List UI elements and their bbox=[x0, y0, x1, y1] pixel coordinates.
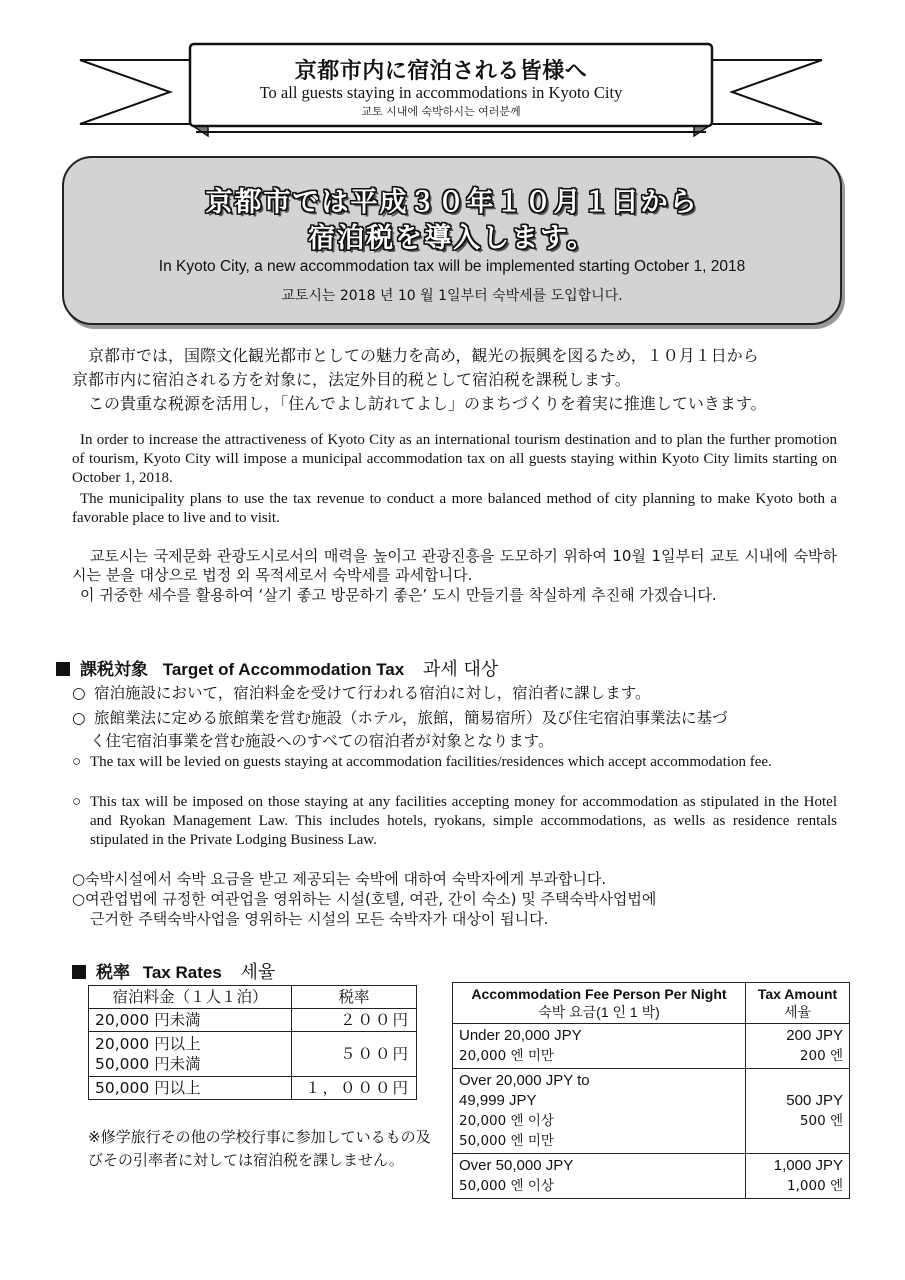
circle-bullet-icon: ○ bbox=[72, 870, 86, 888]
banner-title-en: To all guests staying in accommodations in Kyoto City bbox=[259, 83, 623, 102]
jp-col-tax-header: 税率 bbox=[292, 986, 417, 1009]
square-bullet-icon bbox=[56, 662, 70, 676]
intro-ko-paragraph1: 교토시는 국제문화 관광도시로서의 매력을 높이고 관광진흥을 도모하기 위하여 10월 1일부터 교토 시내에 숙박하시는 분을 대상으로 법정 외 목적세로서 숙박세를 과세합니다. bbox=[72, 547, 837, 584]
announcement-ko: 교토시는 2018 년 10 월 1일부터 숙박세를 도입합니다. bbox=[281, 288, 623, 304]
table-row: Under 20,000 JPY 20,000 엔 미만 200 JPY 200 엔 bbox=[453, 1024, 850, 1069]
circle-bullet-icon: ○ bbox=[72, 794, 82, 810]
banner-title-jp: 京都市内に宿泊される皆様へ bbox=[294, 59, 588, 84]
target-bullet-en-1: ○ The tax will be levied on guests staying at accommodation facilities/residences which accept accommodation fee. bbox=[72, 754, 772, 770]
target-heading-en: Target of Accommodation Tax bbox=[162, 660, 405, 679]
target-bullet-en-2: ○ This tax will be imposed on those staying at any facilities accepting money for accommodation as stipulated in the Hotel and Ryokan Management Law. This includes hotels, ryokans, simple accommodations, as wells as residence rentals stipulated in the Private Lodging Business Law. bbox=[72, 794, 837, 848]
announcement-box bbox=[62, 156, 842, 325]
rates-heading-en: Tax Rates bbox=[142, 963, 222, 982]
table-row: Over 50,000 JPY 50,000 엔 이상 1,000 JPY 1,000 엔 bbox=[453, 1154, 850, 1199]
target-heading bbox=[56, 655, 498, 681]
intro-jp-line1: 京都市では，国際文化観光都市としての魅力を高め，観光の振興を図るため，１０月１日から bbox=[72, 346, 759, 365]
table-row: 20,000 円以上 50,000 円未満 ５００円 bbox=[89, 1032, 417, 1077]
en-ko-rate-table bbox=[452, 982, 850, 1199]
en-col-fee-header: Accommodation Fee Person Per Night 숙박 요금(1 인 1 박) bbox=[453, 983, 746, 1024]
circle-bullet-icon: ○ bbox=[72, 890, 86, 908]
square-bullet-icon bbox=[72, 965, 86, 979]
table-row: 50,000 円以上 １，０００円 bbox=[89, 1077, 417, 1100]
target-heading-ko: 과세 대상 bbox=[422, 659, 499, 680]
target-heading-jp: 課税対象 bbox=[80, 660, 148, 679]
target-bullet-ko-2: ○여관업법에 규정한 여관업을 영위하는 시설(호텔, 여관, 간이 숙소) 및 주택숙박사업법에 bbox=[72, 890, 657, 908]
table-row: Over 20,000 JPY to 49,999 JPY 20,000 엔 이상 50,000 엔 미만 500 JPY 500 엔 bbox=[453, 1069, 850, 1154]
target-bullet-jp-2-cont: く住宅宿泊事業を営む施設へのすべての宿泊者が対象となります。 bbox=[90, 732, 554, 750]
announcement-jp-line1: 京都市では平成３０年１０月１日から bbox=[205, 187, 699, 218]
jp-rate-table bbox=[88, 985, 417, 1100]
banner-title-ko: 교토 시내에 숙박하시는 여러분께 bbox=[361, 105, 521, 118]
en-col-tax-header: Tax Amount 세율 bbox=[746, 983, 850, 1024]
intro-ko-paragraph2: 이 귀중한 세수를 활용하여 ‘살기 좋고 방문하기 좋은’ 도시 만들기를 착실하게 추진해 가겠습니다. bbox=[80, 586, 717, 604]
rates-heading-ko: 세율 bbox=[240, 962, 276, 983]
circle-bullet-icon: ○ bbox=[72, 754, 82, 770]
target-bullet-ko-1: ○숙박시설에서 숙박 요금을 받고 제공되는 숙박에 대하여 숙박자에게 부과합니다. bbox=[72, 870, 607, 888]
circle-bullet-icon: ○ bbox=[72, 709, 86, 727]
target-bullet-ko-2-cont: 근거한 주택숙박사업을 영위하는 시설의 모든 숙박자가 대상이 됩니다. bbox=[90, 910, 549, 928]
announcement-jp-line2: 宿泊税を導入します。 bbox=[308, 223, 596, 254]
table-row: 20,000 円未満 ２００円 bbox=[89, 1009, 417, 1032]
target-bullet-jp-1: ○ 宿泊施設において，宿泊料金を受けて行われる宿泊に対し，宿泊者に課します。 bbox=[72, 682, 862, 705]
intro-en-paragraph1: In order to increase the attractiveness of Kyoto City as an international tourism destination and to plan the further promotion of tourism, Kyoto City will impose a municipal accommodation tax on all guests staying within Kyoto City limits starting on October 1, 2018. bbox=[72, 432, 837, 486]
rates-heading bbox=[72, 958, 275, 984]
school-trip-note: ※修学旅行その他の学校行事に参加しているもの及びその引率者に対しては宿泊税を課しません。 bbox=[88, 1128, 431, 1169]
announcement-en: In Kyoto City, a new accommodation tax will be implemented starting October 1, 2018 bbox=[158, 258, 746, 275]
intro-en-paragraph2: The municipality plans to use the tax revenue to conduct a more balanced method of city planning to make Kyoto both a favorable place to live and to visit. bbox=[72, 491, 837, 526]
rates-heading-jp: 税率 bbox=[96, 963, 130, 982]
table-row bbox=[89, 986, 417, 1009]
intro-jp-line2: 京都市内に宿泊される方を対象に，法定外目的税として宿泊税を課税します。 bbox=[72, 370, 631, 389]
circle-bullet-icon: ○ bbox=[72, 684, 86, 702]
intro-jp-line3: この貴重な税源を活用し，「住んでよし訪れてよし」のまちづくりを着実に推進していきます。 bbox=[72, 394, 767, 413]
table-row bbox=[453, 983, 850, 1024]
target-bullet-jp-2: ○ 旅館業法に定める旅館業を営む施設（ホテル，旅館，簡易宿所）及び住宅宿泊事業法に基づ bbox=[72, 707, 862, 730]
jp-col-fee-header: 宿泊料金（１人１泊） bbox=[89, 986, 292, 1009]
